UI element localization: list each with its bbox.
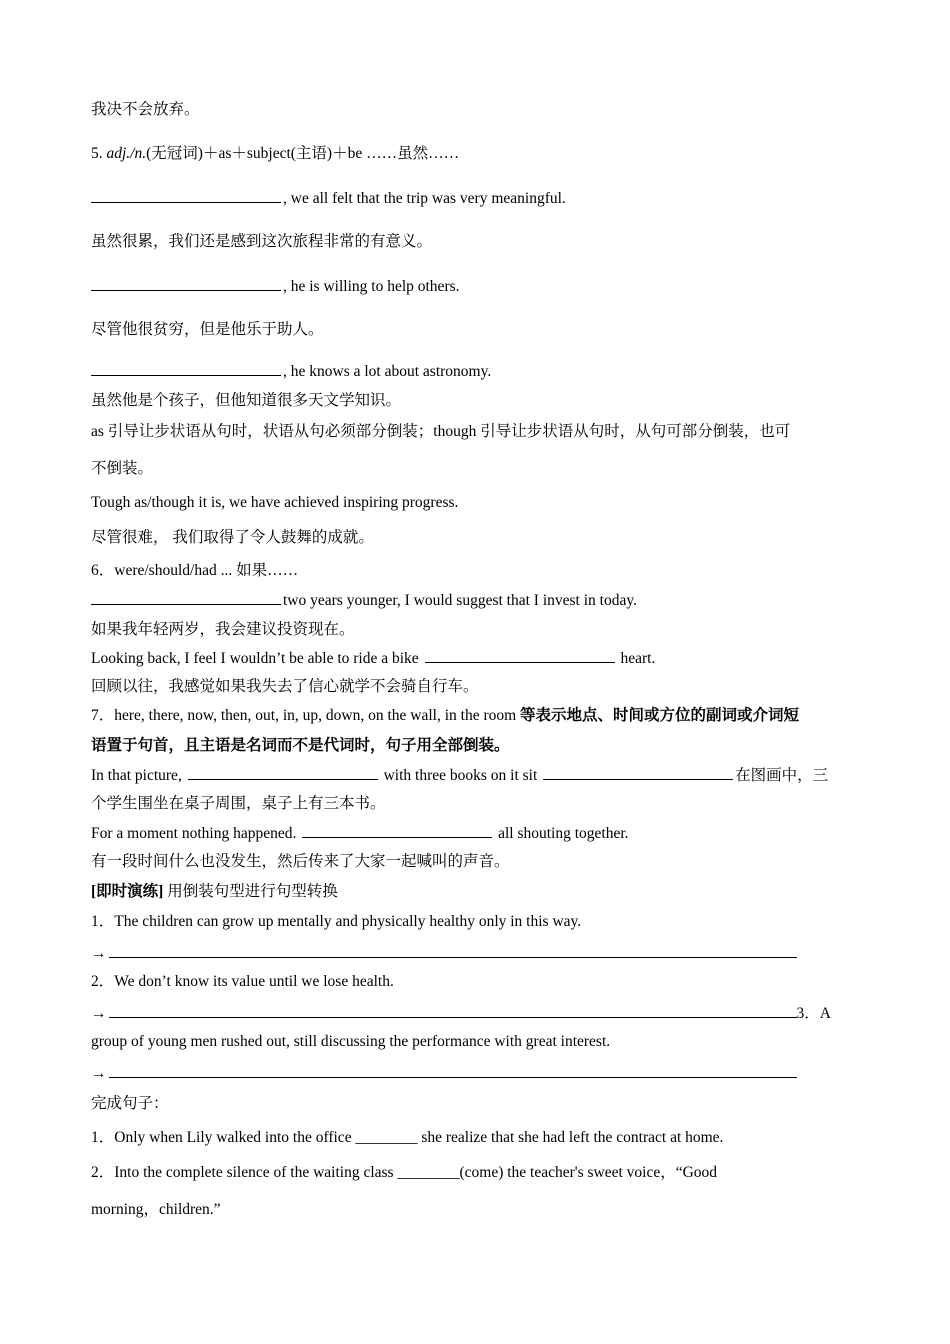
complete-sentences-heading: 完成句子： (91, 1095, 169, 1112)
section-7-heading: 7．here, there, now, then, out, in, up, down, on the wall, in the room 等表示地点、时间或方位的副词或介词短 (91, 707, 800, 724)
exercise-line: , we all felt that the trip was very meaningful. (91, 188, 566, 209)
translation-line: 虽然他是个孩子，但他知道很多天文学知识。 (91, 392, 402, 409)
grammar-note: as 引导让步状语从句时，状语从句必须部分倒装；though 引导让步状语从句时，从句可部分倒装，也可 (91, 423, 791, 440)
exercise-line: , he knows a lot about astronomy. (91, 361, 491, 382)
answer-blank[interactable] (91, 276, 281, 291)
translation-line: 有一段时间什么也没发生，然后传来了大家一起喊叫的声音。 (91, 853, 510, 870)
example-sentence: Tough as/though it is, we have achieved inspiring progress. (91, 494, 459, 511)
answer-blank[interactable] (109, 1003, 797, 1018)
text-line: 我决不会放弃。 (91, 101, 200, 118)
section-7-heading-cont: 语置于句首，且主语是名词而不是代词时，句子用全部倒装。 (91, 737, 510, 754)
section-6-heading: 6．were/should/had ... 如果…… (91, 562, 299, 579)
answer-blank[interactable] (109, 943, 797, 958)
answer-blank[interactable] (91, 361, 281, 376)
exercise-line: Looking back, I feel I wouldn’t be able to ride a bike heart. (91, 650, 656, 667)
translation-line: 回顾以往，我感觉如果我失去了信心就学不会骑自行车。 (91, 678, 479, 695)
translation-line: 个学生围坐在桌子周围，桌子上有三本书。 (91, 795, 386, 812)
answer-blank[interactable] (91, 590, 281, 605)
practice-item-3: group of young men rushed out, still discussing the performance with great interest. (91, 1033, 611, 1050)
practice-item-2: 2．We don’t know its value until we lose health. (91, 973, 394, 990)
answer-blank[interactable] (91, 188, 281, 203)
exercise-line: In that picture, with three books on it sit 在图画中，三 (91, 767, 829, 784)
answer-line: → (91, 943, 797, 964)
answer-blank[interactable] (543, 765, 733, 780)
answer-blank[interactable] (109, 1063, 797, 1078)
answer-blank[interactable] (302, 823, 492, 838)
exercise-line: two years younger, I would suggest that I invest in today. (91, 590, 637, 611)
practice-heading: [即时演练] 用倒装句型进行句型转换 (91, 883, 338, 900)
practice-item-1: 1．The children can grow up mentally and physically healthy only in this way. (91, 913, 582, 930)
answer-blank[interactable] (188, 765, 378, 780)
translation-line: 如果我年轻两岁，我会建议投资现在。 (91, 621, 355, 638)
grammar-note: 不倒装。 (91, 460, 154, 477)
answer-line: → (91, 1063, 797, 1084)
exercise-line: , he is willing to help others. (91, 276, 460, 297)
complete-item-1: 1．Only when Lily walked into the office ________ she realize that she had left the contract at home. (91, 1129, 724, 1146)
translation-line: 虽然很累，我们还是感到这次旅程非常的有意义。 (91, 233, 433, 250)
complete-item-2: 2．Into the complete silence of the waiting class ________(come) the teacher's sweet voice，“Good (91, 1164, 718, 1181)
section-5-heading: 5. adj./n.(无冠词)＋as＋subject(主语)＋be ……虽然…… (91, 145, 460, 162)
answer-line: → 3．A (91, 1005, 831, 1022)
complete-item-2-cont: morning，children.” (91, 1201, 221, 1218)
translation-line: 尽管他很贫穷，但是他乐于助人。 (91, 321, 324, 338)
answer-blank[interactable] (425, 648, 615, 663)
exercise-line: For a moment nothing happened. all shouting together. (91, 825, 629, 842)
translation-line: 尽管很难， 我们取得了令人鼓舞的成就。 (91, 529, 374, 546)
